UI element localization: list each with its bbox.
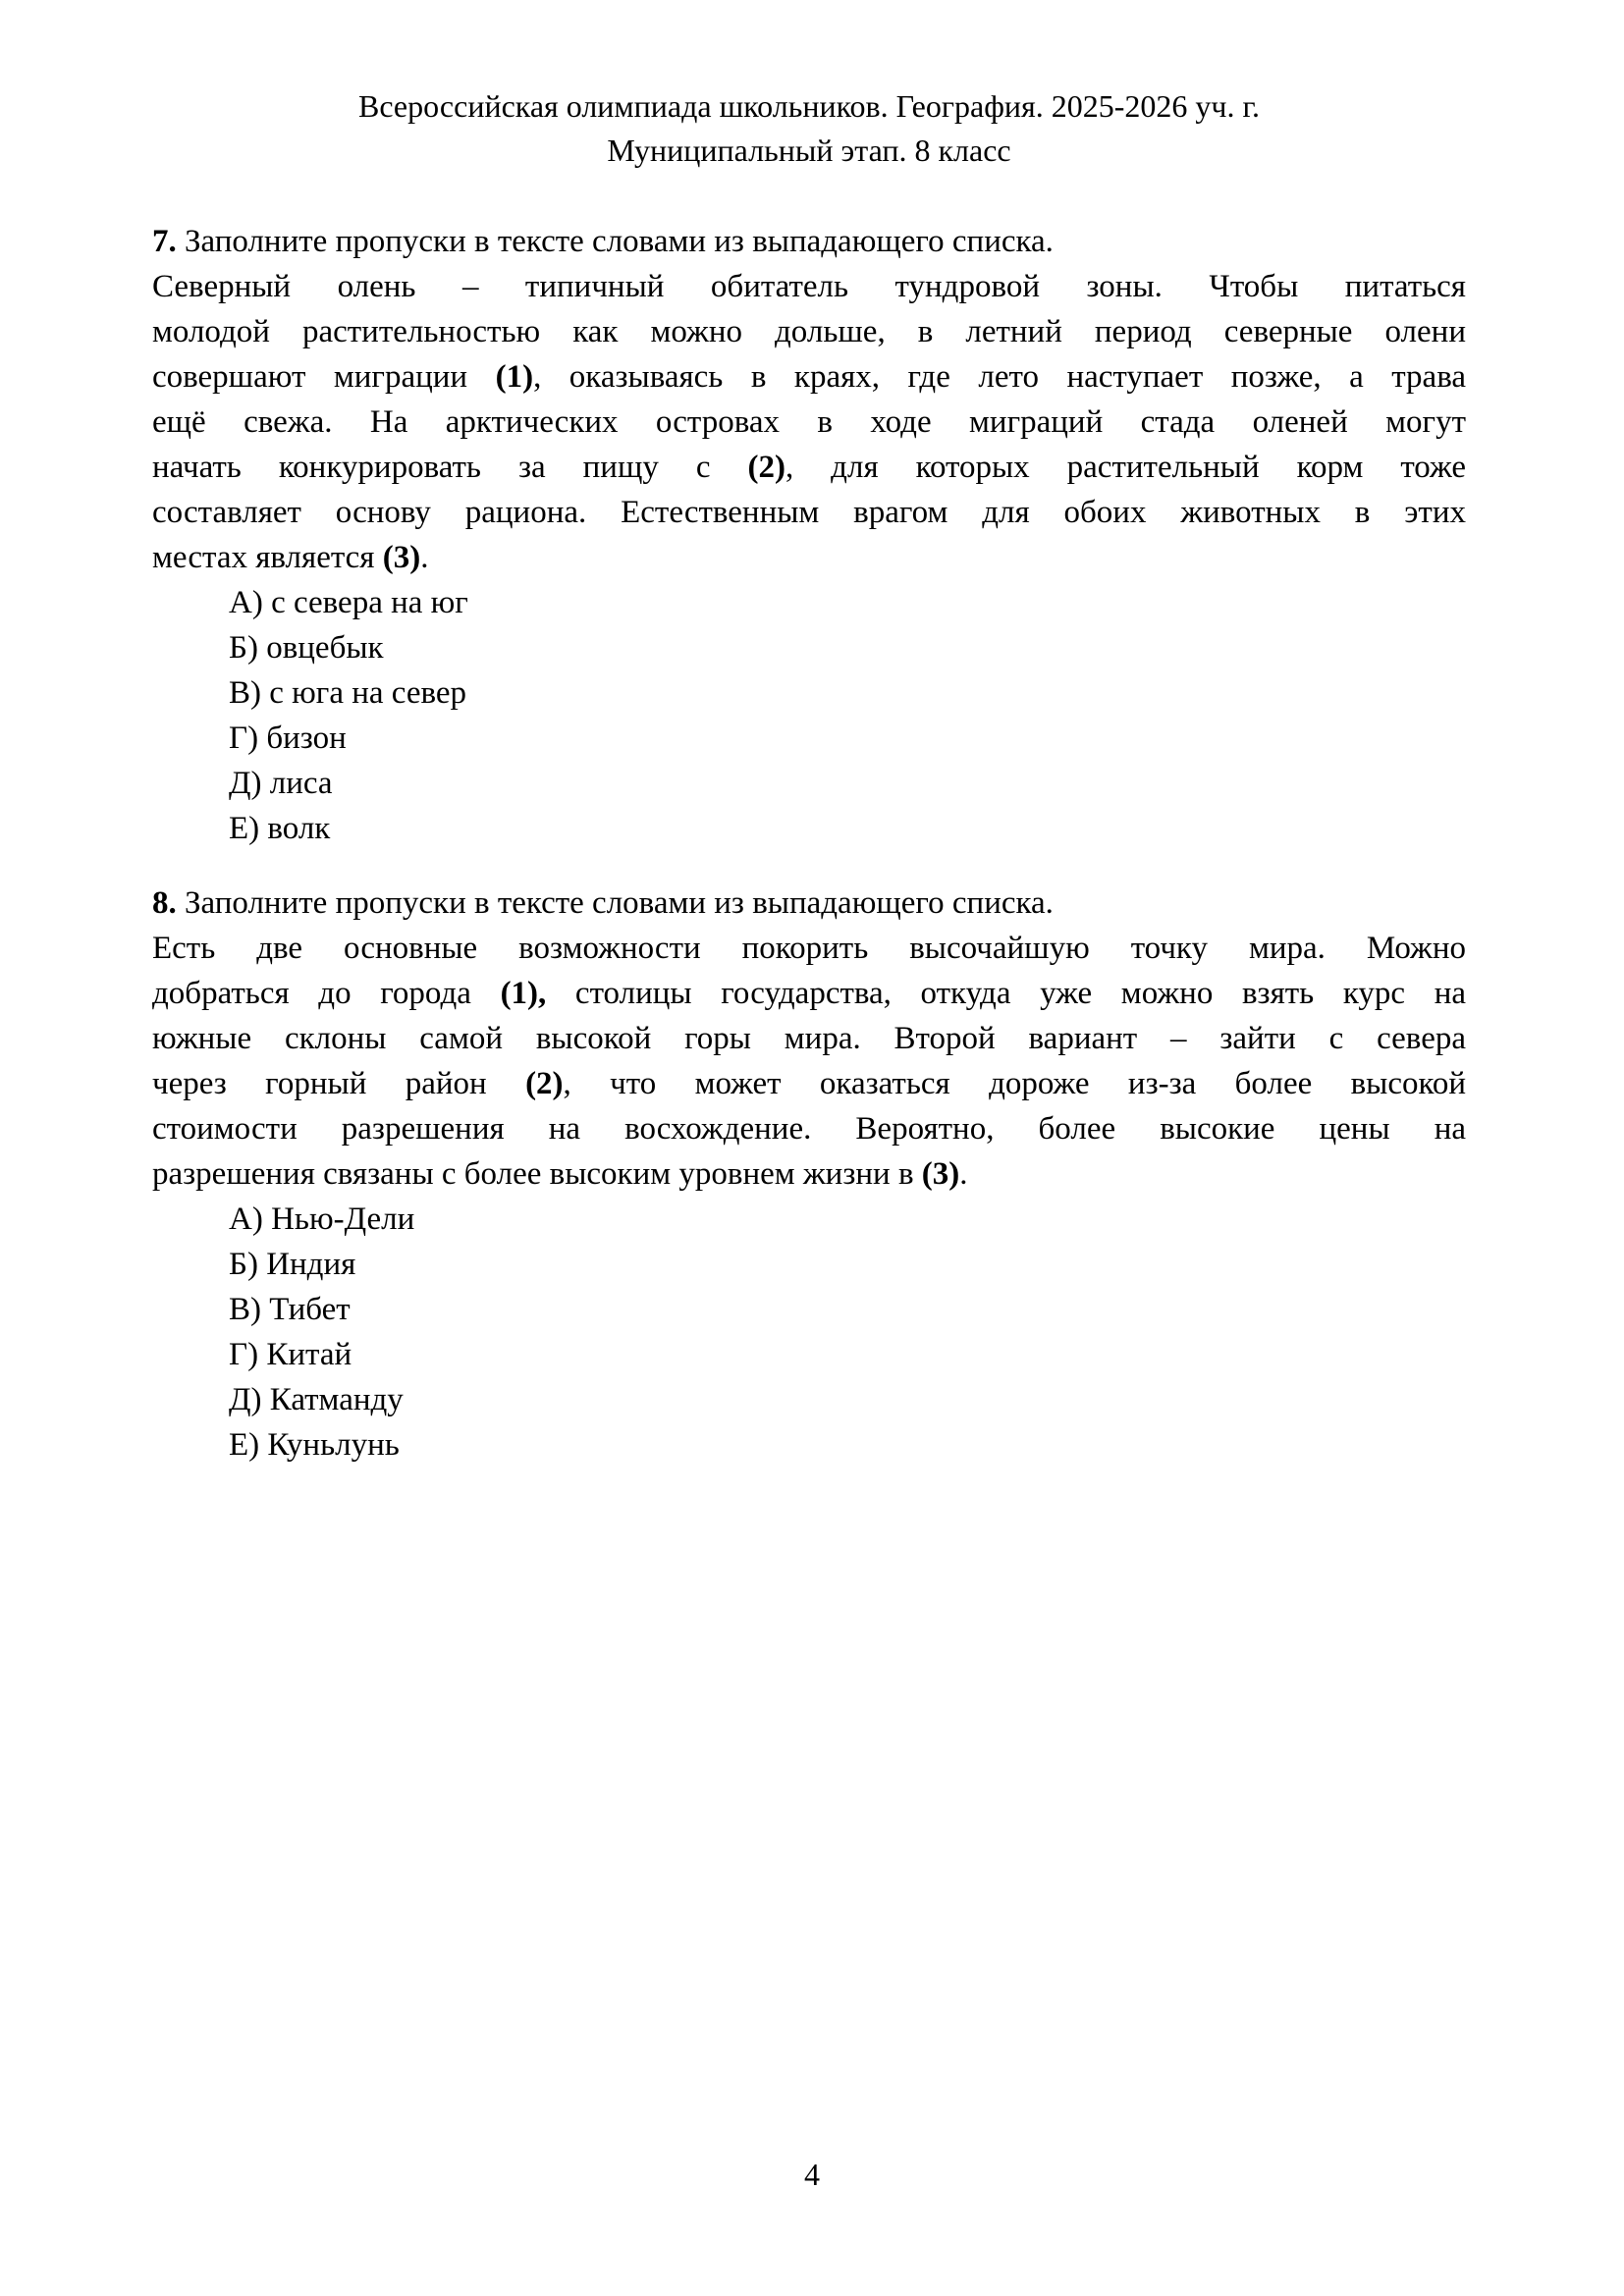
question-7-option-v: В) с юга на север (229, 675, 467, 711)
question-7-heading: 7. Заполните пропуски в тексте словами из выпадающего списка. (152, 224, 1054, 259)
question-7-body-line-1: Северный олень – типичный обитатель тундровой зоны. Чтобы питаться (152, 269, 1466, 304)
question-8-body-line-3: южные склоны самой высокой горы мира. Второй вариант – зайти с севера (152, 1021, 1466, 1056)
question-7-option-a: А) с севера на юг (229, 585, 468, 620)
question-7-options (229, 580, 1466, 851)
question-8-option-v: В) Тибет (229, 1292, 351, 1327)
question-7-option-b: Б) овцебык (229, 630, 384, 666)
question-8-heading: 8. Заполните пропуски в тексте словами из выпадающего списка. (152, 885, 1054, 921)
question-7-body-line-5: начать конкурировать за пищу с (2), для которых растительный корм тоже (152, 450, 1466, 485)
question-7-body-line-2: молодой растительностью как можно дольше, в летний период северные олени (152, 314, 1466, 349)
question-8-body-line-1: Есть две основные возможности покорить высочайшую точку мира. Можно (152, 931, 1466, 966)
question-7-option-d: Д) лиса (229, 766, 333, 801)
question-7 (152, 219, 1466, 851)
question-8-option-b: Б) Индия (229, 1247, 356, 1282)
header-line-1: Всероссийская олимпиада школьников. География. 2025-2026 уч. г. (357, 88, 1261, 124)
question-7-body-line-3: совершают миграции (1), оказываясь в краях, где лето наступает позже, а трава (152, 359, 1467, 395)
question-8-body-line-4: через горный район (2), что может оказаться дороже из-за более высокой (152, 1066, 1467, 1101)
question-8-option-d: Д) Катманду (229, 1382, 404, 1417)
header-line-2: Муниципальный этап. 8 класс (607, 133, 1011, 168)
question-8-body-line-5: стоимости разрешения на восхождение. Вероятно, более высокие цены на (152, 1111, 1466, 1147)
question-7-body-line-4: ещё свежа. На арктических островах в ходе миграций стада оленей могут (152, 404, 1466, 440)
question-8-body-line-6: разрешения связаны с более высоким уровнем жизни в (3). (152, 1156, 968, 1192)
question-7-body-line-6: составляет основу рациона. Естественным врагом для обоих животных в этих (152, 495, 1466, 530)
question-8-option-e: Е) Куньлунь (229, 1427, 400, 1463)
question-8 (152, 881, 1466, 1468)
question-8-option-a: А) Нью-Дели (229, 1201, 415, 1237)
question-8-option-g: Г) Китай (229, 1337, 352, 1372)
question-7-option-g: Г) бизон (229, 721, 347, 756)
document-header (152, 84, 1466, 173)
question-8-body-line-2: добраться до города (1), столицы государства, откуда уже можно взять курс на (152, 976, 1467, 1011)
question-7-option-e: Е) волк (229, 811, 331, 846)
page-number: 4 (804, 2157, 820, 2192)
question-8-options (229, 1197, 1466, 1468)
question-7-body-line-7: местах является (3). (152, 540, 429, 575)
